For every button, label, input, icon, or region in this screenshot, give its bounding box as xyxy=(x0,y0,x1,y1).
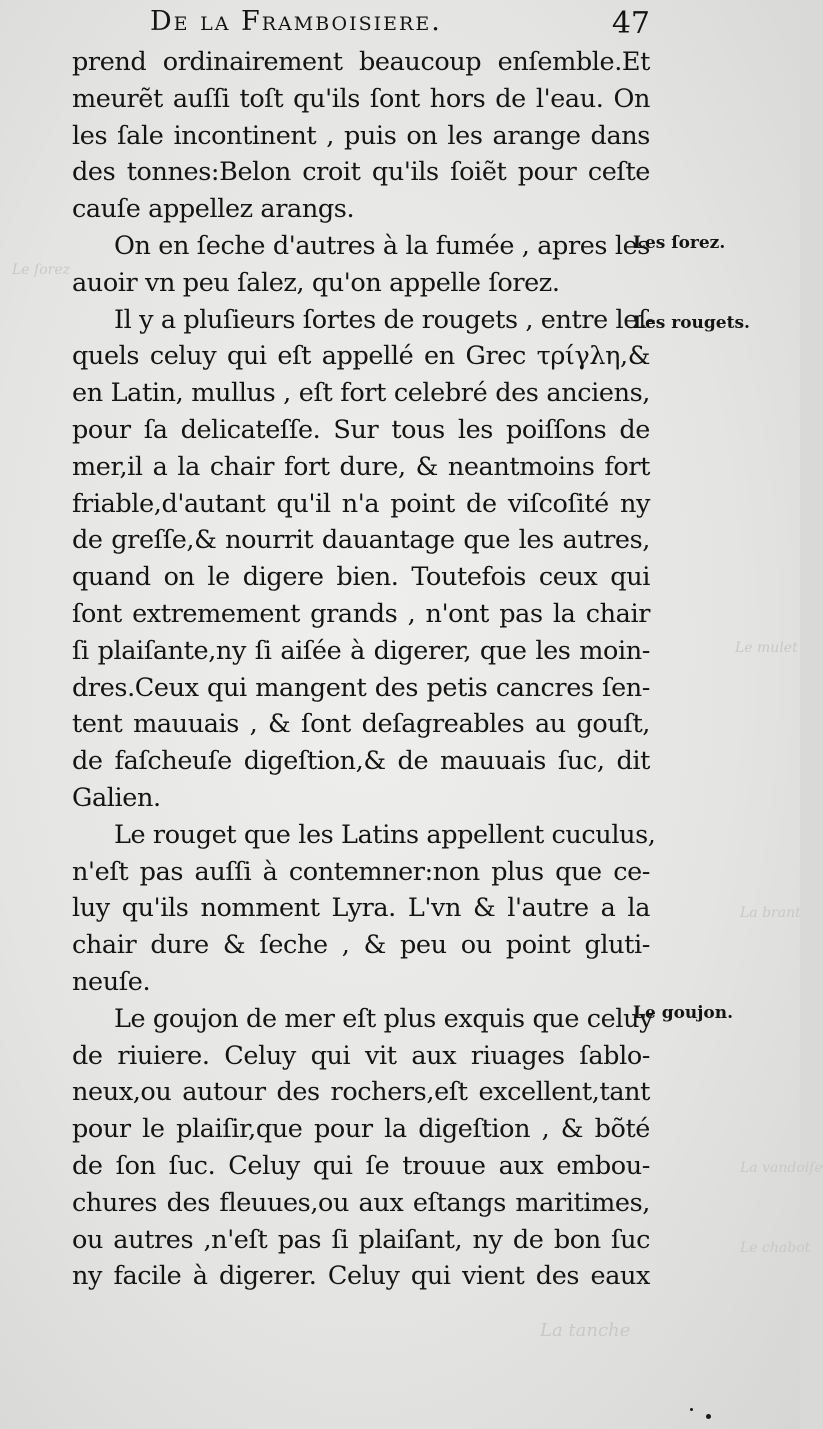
ink-speck xyxy=(706,1414,711,1419)
text-line: quand on le digere bien. Toutefois ceux qui xyxy=(72,562,650,593)
text-line: de riuiere. Celuy qui vit aux riuages ſablo- xyxy=(72,1040,650,1071)
margin-note-sorez: Les ſorez. xyxy=(633,233,726,253)
text-line: de ſon ſuc. Celuy qui ſe trouue aux embou- xyxy=(72,1150,650,1181)
page-number: 47 xyxy=(611,6,650,41)
text-line: Le goujon de mer eſt plus exquis que celuy xyxy=(114,1003,654,1034)
text-line: chair dure & ſeche , & peu ou point gluti- xyxy=(72,930,650,961)
bleed-through-mark: La brant xyxy=(740,905,801,921)
text-line: pour ſa delicateſſe. Sur tous les poiſſons de xyxy=(72,414,650,445)
margin-note-rougets: Les rougets. xyxy=(633,313,750,333)
body-text xyxy=(72,44,656,1295)
text-line: Il y a pluſieurs ſortes de rougets , entre leſ- xyxy=(114,304,656,335)
page-header xyxy=(150,6,650,46)
text-line: ſi plaiſante,ny ſi aiſée à digerer, que les moin- xyxy=(72,635,650,666)
text-line: dres.Ceux qui mangent des petis cancres ſen- xyxy=(72,672,650,703)
bleed-through-mark: La vandoiſe xyxy=(740,1160,823,1176)
text-line: de greſſe,& nourrit dauantage que les autres, xyxy=(72,525,650,556)
text-line: les ſale incontinent , puis on les arange dans xyxy=(72,120,650,151)
text-line: ſont extremement grands , n'ont pas la chair xyxy=(72,598,650,629)
text-line: neuſe. xyxy=(72,966,151,997)
text-line: en Latin, mullus , eſt fort celebré des anciens, xyxy=(72,378,650,409)
text-line: pour le plaiſir,que pour la digeſtion , & bõté xyxy=(72,1114,650,1145)
text-line: On en ſeche d'autres à la fumée , apres les xyxy=(114,230,650,261)
running-title: De la Framboisiere. xyxy=(150,6,442,37)
text-line: quels celuy qui eſt appellé en Grec τρίγλη,& xyxy=(72,341,650,372)
text-line: chures des fleuues,ou aux eſtangs maritimes, xyxy=(72,1187,650,1218)
ink-speck xyxy=(690,1408,693,1411)
text-line: mer,il a la chair fort dure, & neantmoins fort xyxy=(72,451,650,482)
text-line: Galien. xyxy=(72,782,161,813)
text-line: ny facile à digerer. Celuy qui vient des eaux xyxy=(72,1261,650,1292)
text-line: cauſe appellez arangs. xyxy=(72,194,355,225)
margin-note-goujon: Le goujon. xyxy=(633,1003,734,1023)
text-line: n'eſt pas auſſi à contemner:non plus que ce- xyxy=(72,856,650,887)
text-line: Le rouget que les Latins appellent cuculus, xyxy=(114,819,656,850)
text-line: meurẽt auſſi toſt qu'ils ſont hors de l'eau. On xyxy=(72,83,650,114)
text-line: luy qu'ils nomment Lyra. L'vn & l'autre a la xyxy=(72,893,650,924)
text-line: ou autres ,n'eſt pas ſi plaiſant, ny de bon ſuc xyxy=(72,1224,650,1255)
text-line: prend ordinairement beaucoup enſemble.Et xyxy=(72,47,650,77)
text-line: auoir vn peu ſalez, qu'on appelle ſorez. xyxy=(72,267,560,298)
bleed-through-mark: La tanche xyxy=(540,1320,631,1341)
text-line: tent mauuais , & ſont deſagreables au gouſt, xyxy=(72,709,650,740)
text-line: de faſcheuſe digeſtion,& de mauuais ſuc, dit xyxy=(72,746,650,777)
text-line: neux,ou autour des rochers,eſt excellent,tant xyxy=(72,1077,650,1108)
bleed-through-mark: Le chabot xyxy=(740,1240,811,1256)
bleed-through-mark: Le ſorez xyxy=(12,262,70,278)
text-line: friable,d'autant qu'il n'a point de viſcoſité ny xyxy=(72,488,650,519)
text-line: des tonnes:Belon croit qu'ils ſoiẽt pour ceſte xyxy=(72,157,650,188)
bleed-through-mark: Le mulet xyxy=(735,640,798,656)
